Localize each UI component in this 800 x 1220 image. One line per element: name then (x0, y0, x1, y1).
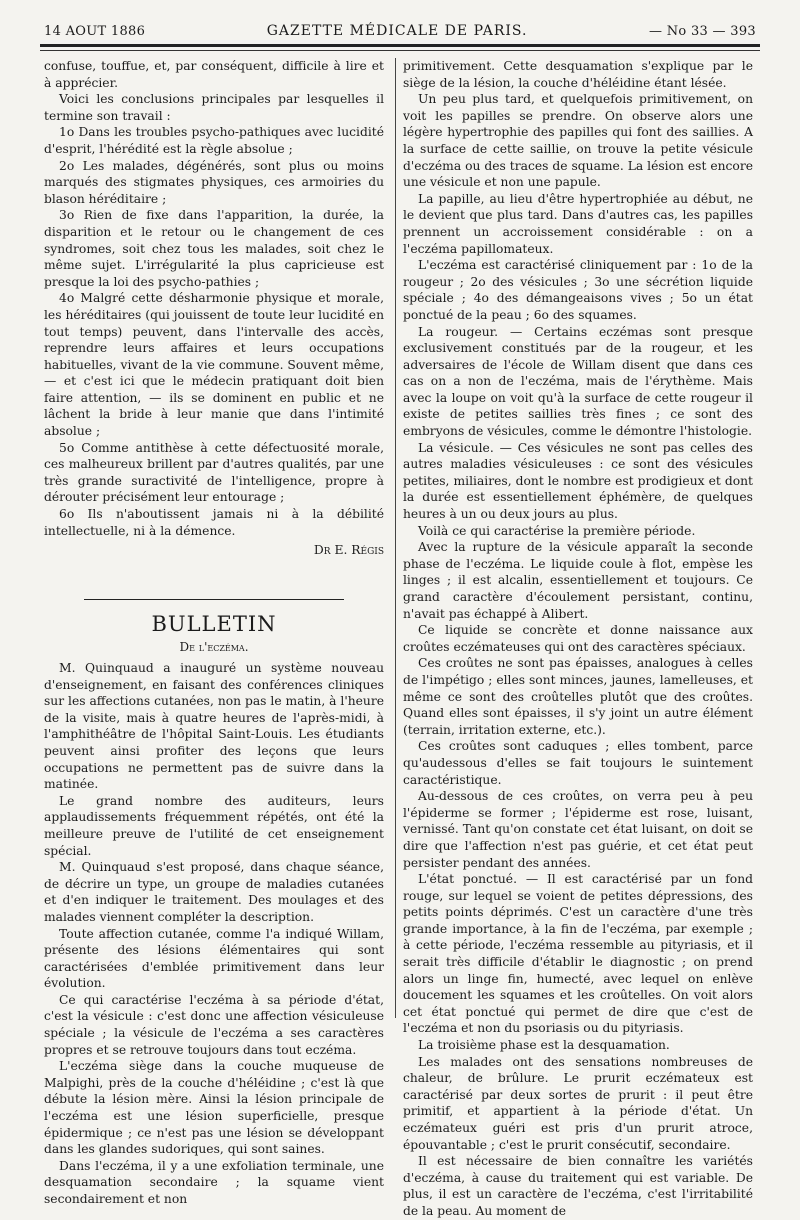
paragraph: La vésicule. — Ces vésicules ne sont pas celles des autres maladies vésiculeuses : ce sont des vésicules petites, miliaires, dont le nombre est prodigieux et dont la durée est essentiellement éphémère, de quelques heures à un ou deux jours au plus. (403, 440, 753, 522)
header-rule-thick (40, 44, 760, 47)
paragraph: L'état ponctué. — Il est caractérisé par un fond rouge, sur lequel se voient de petites dépressions, des petits points déprimés. C'est un caractère d'une très grande importance, à la fin de l'eczéma, par exemple ; à cette période, l'eczéma ressemble au pityriasis, et il serait très difficile d'établir le diagnostic ; on prend alors un linge fin, humecté, avec lequel on enlève doucement les squames et les croûtelles. On voit alors cet état ponctué qui permet de dire que c'est de l'eczéma et non du psoriasis ou du pityriasis. (403, 872, 753, 1036)
paragraph: Dans l'eczéma, il y a une exfoliation terminale, une desquamation secondaire ; la squame vient secondairement et non (44, 1158, 384, 1206)
paragraph: 3o Rien de fixe dans l'apparition, la durée, la disparition et le retour ou le changement de ces syndromes, soit chez tous les malades, soit chez le même sujet. L'irrégularité la plus capricieuse est presque la loi des psycho-pathies ; (44, 208, 384, 289)
journal-title: GAZETTE MÉDICALE DE PARIS. (266, 23, 528, 39)
issue-date: 14 AOUT 1886 (44, 23, 146, 39)
section-divider (84, 599, 344, 600)
left-column (44, 58, 384, 1208)
section-subtitle: De l'eczéma. (179, 640, 249, 655)
paragraph: La rougeur. — Certains eczémas sont presque exclusivement constitués par de la rougeur, et les adversaires de l'école de Willam disent que dans ces cas on a non de l'eczéma, mais de l'érythème. Mais avec la loupe on voit qu'à la surface de cette rougeur il existe de petites saillies très fines ; ce sont des embryons de vésicules, comme le démontre l'histologie. (403, 324, 753, 439)
author-signature: Dr E. Régis (313, 543, 384, 558)
right-column (403, 58, 753, 1220)
paragraph: L'eczéma est caractérisé cliniquement par : 1o de la rougeur ; 2o des vésicules ; 3o une sécrétion liquide spéciale ; 4o des démangeaisons vives ; 5o un état ponctué de la peau ; 6o des squames. (403, 258, 753, 322)
issue-page-number: — No 33 — 393 (649, 23, 756, 39)
paragraph: Voilà ce qui caractérise la première période. (418, 523, 696, 538)
paragraph: Ces croûtes sont caduques ; elles tombent, parce qu'audessous d'elles se fait toujours le suintement caractéristique. (403, 739, 753, 787)
paragraph: primitivement. Cette desquamation s'explique par le siège de la lésion, la couche d'héléidine étant lésée. (403, 59, 753, 90)
paragraph: Avec la rupture de la vésicule apparaît la seconde phase de l'eczéma. Le liquide coule à flot, empèse les linges ; il est alcalin, essentiellement et toujours. Ce grand caractère d'écoulement persistant, continu, n'avait pas échappé à Alibert. (403, 540, 753, 621)
paragraph: Les malades ont des sensations nombreuses de chaleur, de brûlure. Le prurit eczémateux est caractérisé par deux sortes de prurit : il peut être primitif, et appartient à la période d'état. Un eczémateux guéri est pris d'un prurit atroce, épouvantable ; c'est le prurit consécutif, secondaire. (403, 1054, 753, 1152)
paragraph: 5o Comme antithèse à cette défectuosité morale, ces malheureux brillent par d'autres qualités, par une très grande suractivité de l'intelligence, propre à dérouter précisément leur entourage ; (44, 440, 384, 505)
paragraph: 1o Dans les troubles psycho-pathiques avec lucidité d'esprit, l'hérédité est la règle absolue ; (44, 125, 384, 156)
paragraph: 4o Malgré cette désharmonie physique et morale, les héréditaires (qui jouissent de toute leur lucidité en tout temps) peuvent, dans l'intervalle des accès, reprendre leurs affaires et leurs occupations habituelles, vivant de la vie commune. Souvent même, — et c'est ici que le médecin pratiquant doit bien faire attention, — ils se dominent en public et ne lâchent la bride à leur manie que dans l'intimité absolue ; (44, 291, 384, 439)
paragraph: L'eczéma siège dans la couche muqueuse de Malpighi, près de la couche d'héléidine ; c'est là que débute la lésion mère. Ainsi la lésion principale de l'eczéma est une lésion superficielle, presque épidermique ; ce n'est pas une lésion se développant dans les glandes sudoriques, qui sont saines. (44, 1059, 384, 1157)
paragraph: Ces croûtes ne sont pas épaisses, analogues à celles de l'impétigo ; elles sont minces, jaunes, lamelleuses, et même ce sont des croûtelles plutôt que des croûtes. Quand elles sont épaisses, il s'y joint un autre élément (terrain, irritation externe, etc.). (403, 656, 753, 737)
paragraph: Le grand nombre des auditeurs, leurs applaudissements fréquemment répétés, ont été la meilleure preuve de l'utilité de cet enseignement spécial. (44, 793, 384, 858)
column-separator (395, 58, 396, 1018)
paragraph: 6o Ils n'aboutissent jamais ni à la débilité intellectuelle, ni à la démence. (44, 507, 384, 538)
paragraph: La papille, au lieu d'être hypertrophiée au début, ne le devient que plus tard. Dans d'autres cas, les papilles prennent un accroissement considérable : on a l'eczéma papillomateux. (403, 191, 753, 256)
paragraph: Ce liquide se concrète et donne naissance aux croûtes eczémateuses qui ont des caractères spéciaux. (403, 623, 753, 654)
paragraph: Au-dessous de ces croûtes, on verra peu à peu l'épiderme se former ; l'épiderme est rose, luisant, vernissé. Tant qu'on constate cet état luisant, on doit se dire que l'affection n'est pas guérie, et cet état peut persister pendant des années. (403, 789, 753, 870)
page-header (44, 20, 756, 42)
paragraph: Un peu plus tard, et quelquefois primitivement, on voit les papilles se prendre. On observe alors une légère hypertrophie des papilles qui font des saillies. A la surface de cette saillie, on trouve la petite vésicule d'eczéma ou des traces de squame. La lésion est encore une vésicule et non une papule. (403, 92, 753, 190)
section-title: BULLETIN (151, 611, 277, 636)
paragraph: Toute affection cutanée, comme l'a indiqué Willam, présente des lésions élémentaires qui sont caractérisées d'emblée primitivement dans leur évolution. (44, 926, 384, 991)
paragraph: Ce qui caractérise l'eczéma à sa période d'état, c'est la vésicule : c'est donc une affection vésiculeuse spéciale ; la vésicule de l'eczéma a ses caractères propres et se retrouve toujours dans tout eczéma. (44, 992, 384, 1057)
paragraph: La troisième phase est la desquamation. (418, 1038, 670, 1053)
paragraph: confuse, touffue, et, par conséquent, difficile à lire et à apprécier. (44, 59, 384, 90)
paragraph: Il est nécessaire de bien connaître les variétés d'eczéma, à cause du traitement qui est variable. De plus, il est un caractère de l'eczéma, c'est l'irritabilité de la peau. Au moment de (403, 1154, 753, 1218)
paragraph: 2o Les malades, dégénérés, sont plus ou moins marqués des stigmates physiques, ces armoiries du blason héréditaire ; (44, 158, 384, 206)
paragraph: M. Quinquaud a inauguré un système nouveau d'enseignement, en faisant des conférences cliniques sur les affections cutanées, non pas le matin, à l'heure de la visite, mais à quatre heures de l'après-midi, à l'amphithéâtre de l'hôpital Saint-Louis. Les étudiants peuvent ainsi profiter des leçons que leurs occupations ne permettent pas de suivre dans la matinée. (44, 661, 384, 792)
paragraph: M. Quinquaud s'est proposé, dans chaque séance, de décrire un type, un groupe de maladies cutanées et d'en indiquer le traitement. Des moulages et des malades viennent compléter la description. (44, 860, 384, 924)
paragraph: Voici les conclusions principales par lesquelles il termine son travail : (44, 92, 384, 123)
header-rule-thin (40, 50, 760, 51)
bulletin-heading-box (44, 606, 384, 636)
